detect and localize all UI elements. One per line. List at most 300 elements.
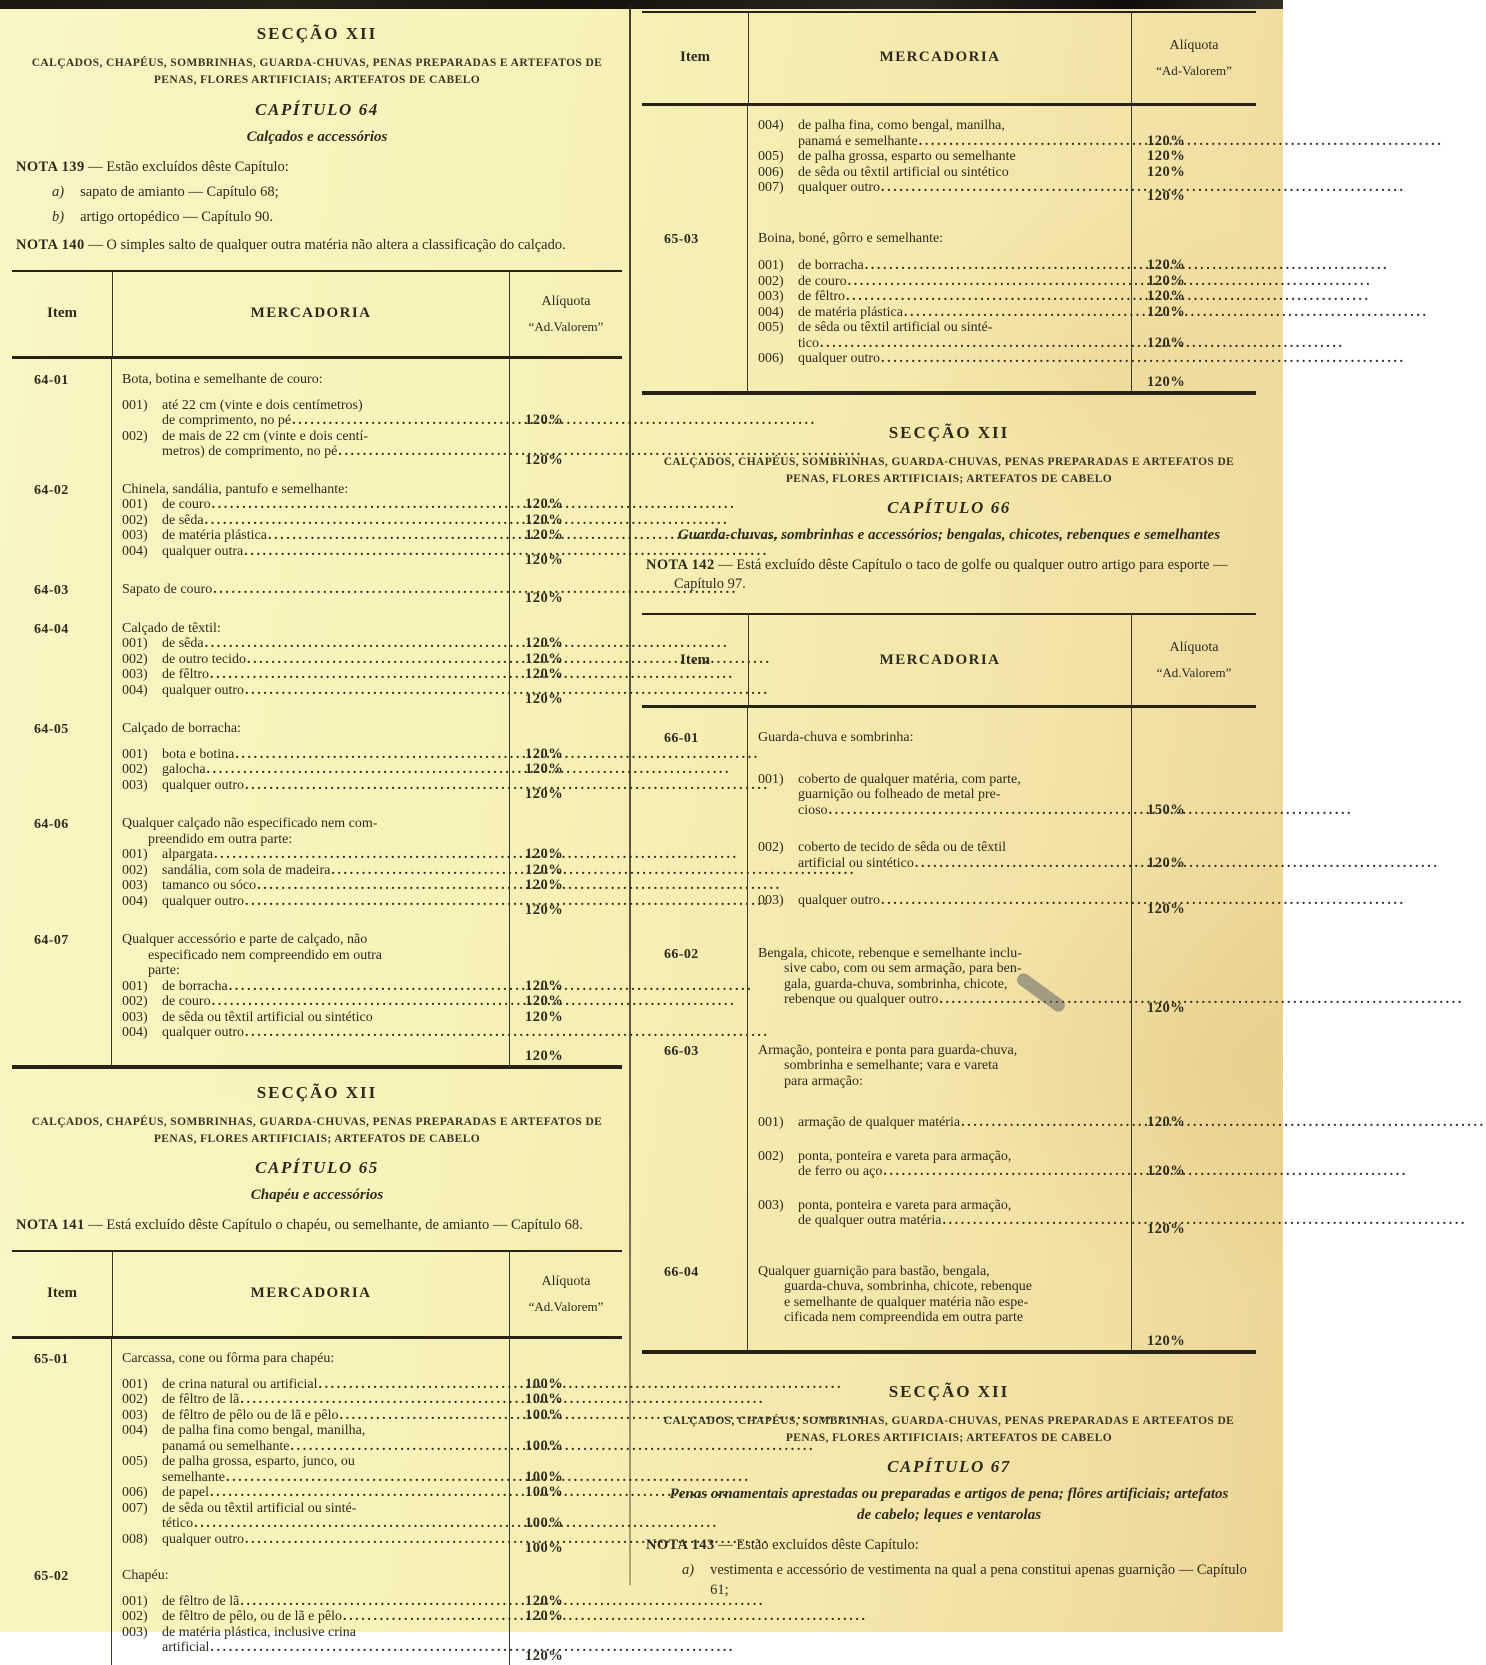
merchandise-subitem <box>122 994 503 1010</box>
merchandise-cell <box>748 818 1132 871</box>
dot-leader <box>235 747 502 763</box>
dot-leader <box>883 1164 1124 1180</box>
text-line: especificado nem compreendido em outra <box>148 947 383 963</box>
sub-text <box>162 994 503 1010</box>
rate-value: 120% <box>1147 1221 1186 1238</box>
text-line: de comprimento, no pé ..... <box>162 413 503 429</box>
sub-text <box>162 1485 503 1501</box>
sub-number: 002) <box>758 1148 784 1164</box>
column-header-aliquota: Alíquota “Ad-Valorem” <box>1156 38 1232 78</box>
rate-value: 120% <box>525 1048 564 1064</box>
scan-top-edge <box>0 0 1283 9</box>
row-body <box>748 1238 1256 1350</box>
sub-number: 002) <box>122 1609 148 1625</box>
sub-number: 006) <box>758 351 784 366</box>
rate-value: 120% <box>1147 1333 1186 1350</box>
item-subentry <box>748 746 1256 819</box>
sub-number: 001) <box>122 397 148 413</box>
merchandise-cell <box>112 429 510 469</box>
text-line: Bota, botina e semelhante de couro: <box>122 372 323 387</box>
text-line: de sêda ..... <box>162 636 503 652</box>
item-title <box>748 708 1256 746</box>
text-line: tamanco ou sóco ..... <box>162 878 503 894</box>
item-subentry <box>112 683 622 708</box>
merchandise-subitem <box>122 1010 503 1026</box>
sub-number: 003) <box>122 528 148 543</box>
merchandise-cell <box>112 568 510 607</box>
sub-number: 004) <box>122 1423 148 1439</box>
sub-number: 004) <box>122 1025 148 1040</box>
text-line: bota e botina ..... <box>162 747 503 763</box>
item-code: 64-01 <box>12 359 112 469</box>
sub-text <box>798 772 1125 819</box>
merchandise-cell <box>748 1238 1132 1350</box>
text-line: de matéria plástica, inclusive crina <box>162 1624 356 1640</box>
sub-number: 003) <box>758 289 784 304</box>
notes <box>646 1536 1252 1599</box>
item-subentry <box>112 667 622 683</box>
rate-cell <box>1132 165 1256 181</box>
rate-cell <box>510 707 622 737</box>
merchandise-cell <box>112 359 510 388</box>
sub-text <box>162 1609 503 1625</box>
sub-number: 001) <box>122 1593 148 1609</box>
sub-text <box>162 894 503 910</box>
rate-cell <box>1132 708 1256 746</box>
text-line: ponta, ponteira e vareta para armação, <box>798 1197 1012 1213</box>
text-line: preendido em outra parte: <box>148 831 293 847</box>
text-line: de qualquer outra matéria ..... <box>798 1213 1125 1229</box>
section-title: SECÇÃO XII <box>888 1381 1010 1401</box>
sub-number: 001) <box>122 1376 148 1392</box>
text-line: qualquer outro ..... <box>162 1532 503 1548</box>
rate-value: 120% <box>1147 334 1186 351</box>
text-line: metros) de comprimento, no pé ..... <box>162 444 503 460</box>
note-subitem-tag: b) <box>52 208 65 225</box>
section-header <box>642 1354 1256 1617</box>
merchandise-cell <box>748 1180 1132 1238</box>
item-subentry <box>112 1532 622 1557</box>
merchandise-subitem <box>122 544 503 560</box>
text-line: Chapéu: <box>122 1568 169 1584</box>
rate-value: 120% <box>525 452 564 468</box>
rate-value: 120% <box>525 1608 564 1625</box>
text-line: panamá ou semelhante ..... <box>162 1439 503 1455</box>
sub-text <box>162 1010 503 1026</box>
note-subitem <box>16 183 618 202</box>
text-line: de palha grossa, esparto, junco, ou <box>162 1454 355 1470</box>
item-code: 64-04 <box>12 607 112 708</box>
dot-leader <box>244 544 502 560</box>
dot-leader <box>919 134 1124 150</box>
sub-number: 003) <box>122 1407 148 1423</box>
sub-number: 001) <box>122 746 148 762</box>
merchandise-cell <box>112 1010 510 1026</box>
rate-value: 120% <box>525 1592 564 1609</box>
merchandise-cell <box>112 762 510 778</box>
rate-value: 100% <box>525 1406 564 1423</box>
dot-leader <box>205 513 502 529</box>
column-header-mercadoria: MERCADORIA <box>113 1252 510 1336</box>
text-line: de mais de 22 cm (vinte e dois centí- <box>162 428 369 444</box>
text-line: de borracha ..... <box>162 979 503 995</box>
merchandise-cell <box>748 1017 1132 1090</box>
merchandise-cell <box>112 636 510 652</box>
sub-number: 001) <box>758 1115 784 1131</box>
rate-cell <box>1132 149 1256 165</box>
sub-text <box>162 497 503 513</box>
row-body <box>112 802 622 918</box>
merchandise-subitem <box>122 497 503 513</box>
text-line: cificada nem compreendida em outra parte <box>784 1310 1024 1326</box>
item-subentry <box>748 305 1256 321</box>
right-column <box>642 9 1256 1617</box>
rate-value: 120% <box>525 527 564 543</box>
rate-value: 120% <box>1147 1114 1186 1131</box>
item-title <box>748 1017 1256 1090</box>
note-subitem <box>646 1561 1252 1599</box>
column-header-mercadoria: MERCADORIA <box>749 615 1132 705</box>
merchandise-subitem <box>122 1594 503 1610</box>
text-line: Qualquer accessório e parte de calçado, não <box>122 932 368 947</box>
table-row <box>12 707 622 802</box>
sub-number: 004) <box>122 682 148 698</box>
notes <box>16 158 618 256</box>
rate-value: 120% <box>1147 1000 1186 1017</box>
rate-value: 120% <box>1147 188 1186 204</box>
text-line: sandália, com sola de madeira ..... <box>162 863 503 879</box>
sub-text <box>798 258 1125 274</box>
left-column <box>12 10 622 1665</box>
text-line: de palha fina, como bengal, manilha, <box>798 118 1005 133</box>
table-body <box>642 708 1256 1350</box>
rate-cell <box>510 359 622 388</box>
item-subentry <box>112 847 622 863</box>
merchandise-cell <box>112 1609 510 1625</box>
item-code: 64-06 <box>12 802 112 918</box>
sub-number: 002) <box>122 1392 148 1408</box>
sub-number: 006) <box>122 1485 148 1501</box>
section-title: SECÇÃO XII <box>888 422 1010 442</box>
item-subentry <box>112 636 622 652</box>
sub-text <box>162 863 503 879</box>
sub-text <box>162 979 503 995</box>
rate-value: 120% <box>525 1008 564 1025</box>
rate-cell <box>1132 1238 1256 1350</box>
merchandise-subitem <box>758 118 1125 149</box>
item-subentry <box>112 863 622 879</box>
row-body <box>748 205 1256 391</box>
merchandise-subitem <box>122 1025 503 1041</box>
row-body <box>112 607 622 708</box>
text-line: panamá e semelhante ..... <box>798 134 1125 150</box>
text-line: guarnição ou folheado de metal pre- <box>798 787 1001 803</box>
merchandise-subitem <box>122 1392 503 1408</box>
dot-leader <box>210 1485 502 1501</box>
dot-leader <box>318 1377 502 1393</box>
merchandise-subitem <box>122 979 503 995</box>
rate-value: 120% <box>1147 257 1186 273</box>
sub-number: 002) <box>758 273 784 289</box>
text-line: de sêda ..... <box>162 513 503 529</box>
text-line: qualquer outro ..... <box>162 1025 503 1041</box>
table-row <box>12 918 622 1065</box>
item-subentry <box>112 1485 622 1501</box>
text-line: qualquer outro ..... <box>162 683 503 699</box>
text-line: semelhante ..... <box>162 1470 503 1486</box>
merchandise-subitem <box>758 289 1125 305</box>
text-line: de sêda ou têxtil artificial ou sintético <box>798 164 1009 180</box>
text-line: Armação, ponteira e ponta para guarda-chuva, <box>758 1042 1018 1058</box>
text-line: coberto de tecido de sêda ou de têxtil <box>798 840 1006 856</box>
chapter-title: CAPÍTULO 66 <box>887 498 1011 517</box>
rate-value: 120% <box>525 846 564 862</box>
rate-value: 100% <box>525 1468 564 1485</box>
dot-leader <box>942 1213 1124 1229</box>
section-category: CALÇADOS, CHAPÉUS, SOMBRINHAS, GUARDA-CHUVAS, PENAS PREPARADAS E ARTEFATOS DE PENAS, FLORES ARTIFICIAIS; ARTEFATOS DE CABELO <box>31 57 603 87</box>
note-subitem <box>16 208 618 227</box>
item-code: 66-01 <box>642 708 748 918</box>
note-label: NOTA 140 <box>16 236 85 253</box>
merchandise-cell <box>748 165 1132 181</box>
note-subitem-text: artigo ortopédico — Capítulo 90. <box>80 208 273 225</box>
dot-leader <box>245 1532 502 1548</box>
item-subentry <box>748 106 1256 149</box>
text-line: Boina, boné, gôrro e semelhante: <box>758 230 944 246</box>
dot-leader <box>257 878 502 894</box>
merchandise-subitem <box>122 528 503 544</box>
dot-leader <box>846 289 1124 305</box>
sub-text <box>162 528 503 544</box>
rate-cell <box>510 1339 622 1367</box>
item-subentry <box>748 246 1256 274</box>
table-row <box>12 568 622 607</box>
row-body <box>748 918 1256 1017</box>
rate-value: 120% <box>525 412 564 428</box>
item-title <box>748 205 1256 247</box>
merchandise-subitem <box>122 747 503 763</box>
merchandise-cell <box>112 513 510 529</box>
item-subentry <box>112 497 622 513</box>
sub-number: 008) <box>122 1531 148 1547</box>
sub-text <box>162 1501 503 1532</box>
table-row <box>642 205 1256 391</box>
item-subentry <box>112 878 622 894</box>
merchandise-cell <box>112 652 510 668</box>
note-label: NOTA 142 <box>646 557 715 573</box>
item-subentry <box>748 818 1256 871</box>
merchandise-cell <box>112 863 510 879</box>
merchandise-cell <box>112 1367 510 1393</box>
sub-text <box>162 652 503 668</box>
section-title: SECÇÃO XII <box>256 24 378 43</box>
table-row <box>642 708 1256 918</box>
dot-leader <box>247 652 502 668</box>
merchandise-subitem <box>122 1377 503 1393</box>
merchandise-subitem <box>758 772 1125 819</box>
text-line: artificial ..... <box>162 1640 503 1656</box>
chapter-subtitle: Penas ornamentais aprestadas ou preparadas e artigos de pena; flôres artificiais; artefatos de cabelo; leques e ventarolas <box>669 1486 1229 1524</box>
sub-text <box>162 513 503 529</box>
merchandise-subitem <box>758 351 1125 367</box>
table-row <box>12 1556 622 1665</box>
row-body <box>112 568 622 607</box>
table-row <box>12 1339 622 1556</box>
table-row <box>642 1238 1256 1350</box>
rate-value: 120% <box>1147 163 1186 180</box>
text-line: coberto de qualquer matéria, com parte, <box>798 771 1021 787</box>
rate-value: 120% <box>1147 288 1186 304</box>
row-body <box>112 359 622 469</box>
item-title <box>112 802 622 847</box>
sub-number: 002) <box>122 512 148 528</box>
rate-value: 120% <box>1147 374 1186 390</box>
tariff-table <box>642 11 1256 395</box>
text-line: de sêda ou têxtil artificial ou sinté- <box>798 320 993 335</box>
rate-value: 120% <box>525 877 564 893</box>
sub-number: 002) <box>122 428 148 444</box>
merchandise-cell <box>748 180 1132 205</box>
rate-value: 120% <box>1147 1163 1186 1180</box>
text-line: qualquer outro ..... <box>162 778 503 794</box>
text-line: artificial ou sintético ..... <box>798 856 1125 872</box>
tariff-table <box>12 270 622 1069</box>
merchandise-subitem <box>758 320 1125 351</box>
sub-number: 001) <box>758 771 784 787</box>
text-line: para armação: <box>784 1073 863 1089</box>
rate-value: 100% <box>525 1375 564 1392</box>
item-subentry <box>112 1367 622 1393</box>
section-header <box>642 395 1256 612</box>
item-title <box>112 918 622 979</box>
merchandise-cell <box>112 994 510 1010</box>
text-line: guarda-chuva, sombrinha, chicote, rebenque <box>784 1279 1033 1295</box>
tariff-table <box>642 613 1256 1354</box>
item-title <box>112 707 622 737</box>
merchandise-subitem <box>122 398 503 429</box>
dot-leader <box>961 1115 1124 1131</box>
item-code: 64-03 <box>12 568 112 607</box>
rate-value: 120% <box>525 1648 564 1665</box>
merchandise-cell <box>112 544 510 569</box>
merchandise-subitem <box>758 165 1125 181</box>
rate-cell <box>510 1010 622 1026</box>
item-title <box>112 1556 622 1584</box>
merchandise-subitem <box>122 1625 503 1656</box>
item-subentry <box>748 149 1256 165</box>
sub-number: 002) <box>758 840 784 856</box>
note-subitem-tag: a) <box>682 1562 695 1579</box>
sub-text <box>162 1377 503 1393</box>
rate-value: 120% <box>525 785 564 802</box>
dot-leader <box>291 1439 502 1455</box>
text-line: Calçado de têxtil: <box>122 620 221 636</box>
sub-text <box>162 1454 503 1485</box>
dot-leader <box>331 863 502 879</box>
note-text: NOTA 140 — O simples salto de qualquer outra matéria não altera a classificação do calçado. <box>16 236 566 253</box>
merchandise-cell <box>748 351 1132 391</box>
dot-leader <box>881 180 1124 196</box>
note-text: NOTA 139 — Estão excluídos dêste Capítulo: <box>16 158 289 175</box>
item-subentry <box>112 1423 622 1454</box>
text-line: de couro ..... <box>162 994 503 1010</box>
notes <box>16 1216 618 1235</box>
sub-number: 001) <box>122 847 148 862</box>
merchandise-subitem <box>758 258 1125 274</box>
merchandise-cell <box>112 683 510 708</box>
dot-leader <box>207 762 502 778</box>
sub-number: 007) <box>758 180 784 195</box>
merchandise-subitem <box>122 863 503 879</box>
dot-leader <box>339 1408 502 1424</box>
sub-number: 001) <box>122 497 148 512</box>
rate-value: 120% <box>525 761 564 777</box>
text-line: de fêltro ..... <box>162 667 503 683</box>
table-body <box>12 1339 622 1665</box>
column-header-item: Item <box>642 615 749 705</box>
rate-value: 120% <box>1147 272 1186 289</box>
dot-leader <box>245 894 502 910</box>
note <box>16 158 618 227</box>
column-header-aliquota: Alíquota “Ad.Valorem” <box>1156 640 1232 680</box>
sub-number: 005) <box>122 1454 148 1470</box>
sub-number: 001) <box>122 978 148 994</box>
item-subentry <box>112 1392 622 1408</box>
text-line: e semelhante de qualquer matéria não espe- <box>784 1294 1029 1310</box>
dot-leader <box>210 667 502 683</box>
row-body <box>112 918 622 1065</box>
text-line: qualquer outro ..... <box>798 180 1125 196</box>
dot-leader <box>210 1640 502 1656</box>
text-line: alpargata ..... <box>162 847 503 863</box>
table-header <box>12 1252 622 1339</box>
note-label: NOTA 141 <box>16 1217 85 1233</box>
rate-value: 120% <box>1147 303 1186 320</box>
item-title <box>112 568 622 607</box>
sub-text <box>798 1115 1125 1131</box>
text-line: Qualquer calçado não especificado nem com- <box>122 816 378 831</box>
text-line: de palha grossa, esparto ou semelhante <box>798 149 1016 164</box>
table-header <box>12 272 622 359</box>
dot-leader <box>939 992 1124 1008</box>
note-label: NOTA 143 <box>646 1537 715 1554</box>
table-body <box>12 359 622 1065</box>
item-code: 64-05 <box>12 707 112 802</box>
rate-value: 100% <box>525 1437 564 1454</box>
item-code: 65-03 <box>642 205 748 391</box>
merchandise-cell <box>112 737 510 763</box>
merchandise-subitem <box>122 667 503 683</box>
item-subentry <box>112 544 622 569</box>
note-text: NOTA 141 — Está excluído dêste Capítulo o chapéu, ou semelhante, de amianto — Capítulo 68. <box>16 1217 583 1233</box>
sub-text <box>162 762 503 778</box>
sub-text <box>162 878 503 894</box>
sub-number: 002) <box>122 994 148 1009</box>
rate-cell <box>1132 1180 1256 1238</box>
sub-number: 007) <box>122 1500 148 1516</box>
section-category: CALÇADOS, CHAPÉUS, SOMBRINHAS, GUARDA-CHUVAS, PENAS PREPARADAS E ARTEFATOS DE PENAS, FLORES ARTIFICIAIS; ARTEFATOS DE CABELO <box>31 1115 603 1145</box>
sub-text <box>162 636 503 652</box>
merchandise-cell <box>748 871 1132 918</box>
sub-text <box>162 683 503 699</box>
rate-value: 120% <box>1147 132 1186 149</box>
item-subentry <box>112 894 622 919</box>
merchandise-subitem <box>758 840 1125 871</box>
item-subentry <box>112 1609 622 1625</box>
item-subentry <box>748 165 1256 181</box>
item-subentry <box>112 762 622 778</box>
dot-leader <box>848 274 1124 290</box>
